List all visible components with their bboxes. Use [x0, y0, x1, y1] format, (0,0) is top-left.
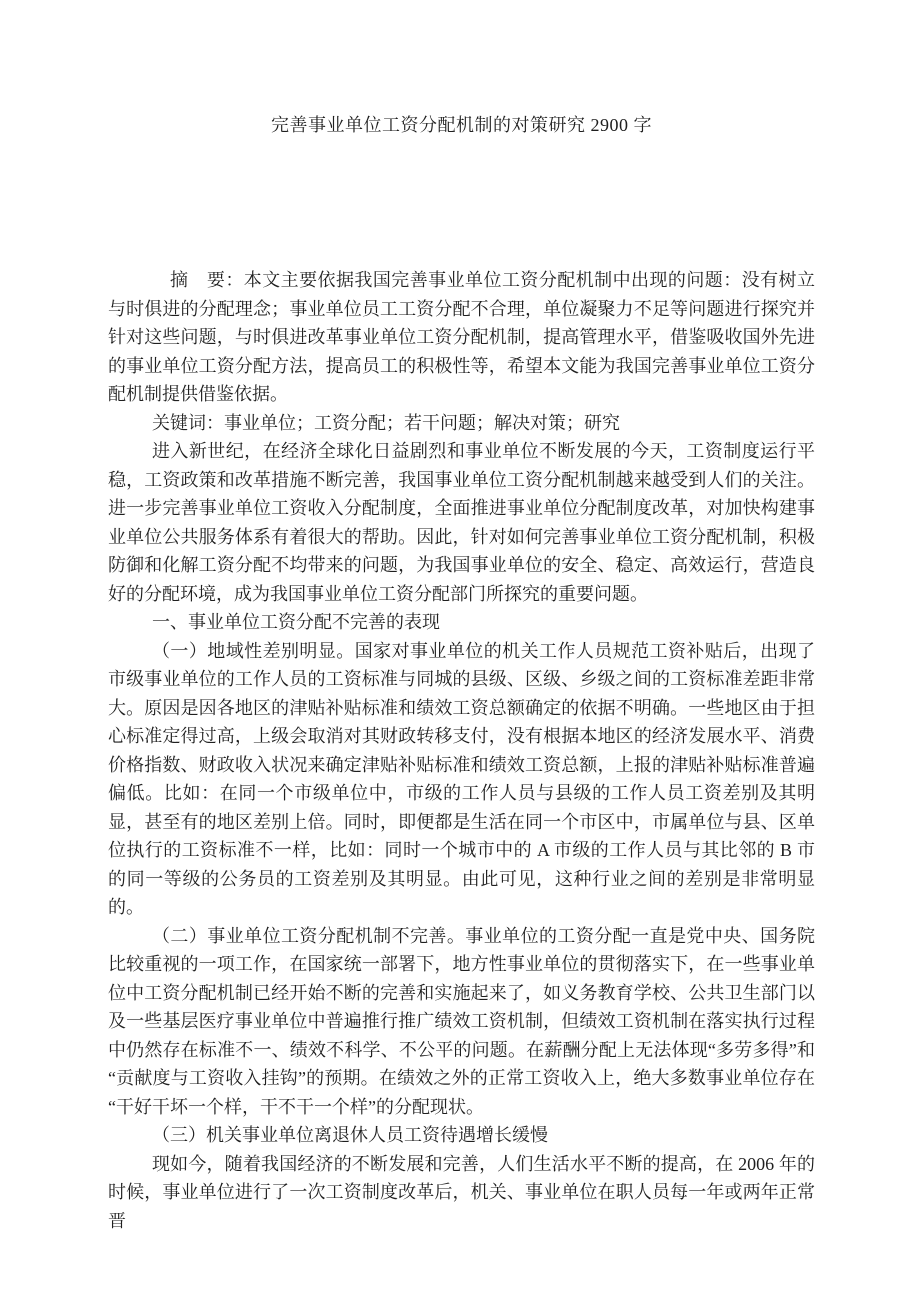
subsection-heading-retiree-wage: （三）机关事业单位离退休人员工资待遇增长缓慢 — [152, 1125, 548, 1145]
paragraph-retiree-wage-growth: 现如今，随着我国经济的不断发展和完善，人们生活水平不断的提高，在 2006 年的时候，事业单位进行了一次工资制度改革后，机关、事业单位在职人员每一年或两年正常晋 — [108, 1153, 815, 1231]
document-title: 完善事业单位工资分配机制的对策研究 2900 字 — [271, 115, 652, 135]
intro-paragraph: 进入新世纪，在经济全球化日益剧烈和事业单位不断发展的今天，工资制度运行平稳，工资政策和改革措施不断完善，我国事业单位工资分配机制越来越受到人们的关注。进一步完善事业单位工资收入分配制度，全面推进事业单位分配制度改革，对加快构建事业单位公共服务体系有着很大的帮助。因此，针对如何完善事业单位工资分配机制，积极防御和化解工资分配不均带来的问题，为我国事业单位的安全、稳定、高效运行，营造良好的分配环境，成为我国事业单位工资分配部门所探究的重要问题。 — [108, 441, 815, 604]
paragraph-mechanism-imperfect: （二）事业单位工资分配机制不完善。事业单位的工资分配一直是党中央、国务院比较重视的一项工作，在国家统一部署下，地方性事业单位的贯彻落实下，在一些事业单位中工资分配机制已经开始不断的完善和实施起来了，如义务教育学校、公共卫生部门以及一些基层医疗事业单位中普遍推行推广绩效工资机制，但绩效工资机制在落实执行过程中仍然存在标准不一、绩效不科学、不公平的问题。在薪酬分配上无法体现“多劳多得”和“贡献度与工资收入挂钩”的预期。在绩效之外的正常工资收入上，绝大多数事业单位存在“干好干坏一个样，干不干一个样”的分配现状。 — [108, 925, 815, 1117]
paragraph-regional-difference: （一）地域性差别明显。国家对事业单位的机关工作人员规范工资补贴后，出现了市级事业单位的工作人员的工资标准与同城的县级、区级、乡级之间的工资标准差距非常大。原因是因各地区的津贴补贴标准和绩效工资总额确定的依据不明确。一些地区由于担心标准定得过高，上级会取消对其财政转移支付，没有根据本地区的经济发展水平、消费价格指数、财政收入状况来确定津贴补贴标准和绩效工资总额，上报的津贴补贴标准普遍偏低。比如：在同一个市级单位中，市级的工作人员与县级的工作人员工资差别及其明显，甚至有的地区差别上倍。同时，即便都是生活在同一个市区中，市属单位与县、区单位执行的工资标准不一样，比如：同时一个城市中的 A 市级的工作人员与其比邻的 B 市的同一等级的公务员的工资差别及其明显。由此可见，这种行业之间的差别是非常明显的。 — [108, 640, 815, 917]
abstract-paragraph: 摘 要：本文主要依据我国完善事业单位工资分配机制中出现的问题：没有树立与时俱进的分配理念；事业单位员工工资分配不合理，单位凝聚力不足等问题进行探究并针对这些问题，与时俱进改革事业单位工资分配机制，提高管理水平，借鉴吸收国外先进的事业单位工资分配方法，提高员工的积极性等，希望本文能为我国完善事业单位工资分配机制提供借鉴依据。 — [108, 270, 815, 404]
keywords-line: 关键词：事业单位；工资分配；若干问题；解决对策；研究 — [152, 412, 620, 433]
section-heading-problems: 一、事业单位工资分配不完善的表现 — [152, 612, 440, 632]
